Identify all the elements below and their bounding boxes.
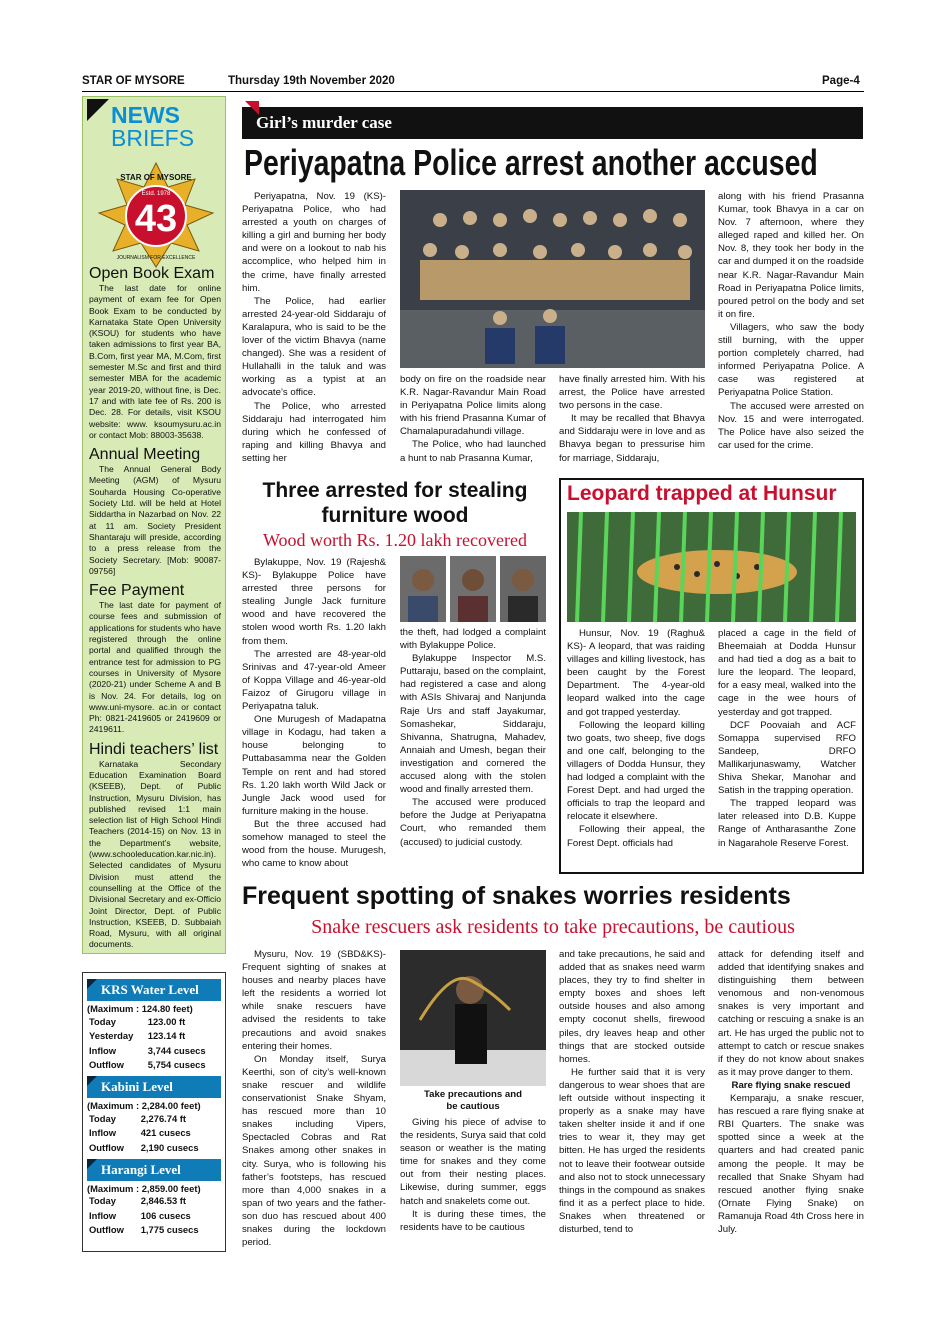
story2-headline-line2: furniture wood <box>321 504 469 527</box>
paragraph: He further said that it is very dangerous to wear shoes that are left outside without inspecting it properly as a snake may have taken shelter inside it and if one tries to wear it, they may get bitten. He has urged the residents not to leave their footwear outside and also not to stock unnecessary things in the compound as snakes find it as a perfect place to hide. Snakes when threatened or disturbed, tend to <box>559 1066 705 1235</box>
kicker-bar <box>242 107 863 139</box>
paragraph: Villagers, who saw the body still burning, with the upper portion completely charred, had informed Periyapatna Police. A case was registered at Periyapatna Police Station. <box>718 321 864 399</box>
paragraph: have finally arrested him. With his arrest, the Police have arrested two persons in the case. <box>559 374 705 412</box>
paragraph: It may be recalled that Bhavya and Siddaraju were in love and as Bhavya began to pressurise him for marriage, Siddaraju, <box>559 413 705 464</box>
brief-title: Open Book Exam <box>89 265 215 282</box>
brief-title: Fee Payment <box>89 582 185 600</box>
paragraph: body on fire on the roadside near K.R. Nagar-Ravandur Main Road in Periyapatna Police limits along with his friend Prasanna Kumar of Chamalapuradahundi village. <box>400 374 546 438</box>
paragraph: One Murugesh of Madapatna village in Kodagu, had taken a house belonging to Puttabasamma near the Golden Temple on rent and had stored Rs. 1.20 lakh worth Wild Jack or Jungle Jack wood used for furniture making in the house. <box>242 714 386 817</box>
brief-item <box>89 446 221 577</box>
story2-col1 <box>242 556 386 876</box>
krs-value: 3,744 cusecs <box>147 1044 206 1056</box>
paragraph: It is during these times, the residents have to be cautious <box>400 1208 546 1233</box>
krs-value: 5,754 cusecs <box>147 1059 206 1071</box>
krs-max: (Maximum : 124.80 feet) <box>87 1003 193 1014</box>
harangi-band: Harangi Level <box>87 1159 221 1181</box>
story4-headline: Frequent spotting of snakes worries residents <box>242 882 791 910</box>
story3-col1 <box>567 627 705 869</box>
news-label: NEWS <box>111 102 180 128</box>
harangi-label: Outflow <box>89 1224 124 1236</box>
harangi-value: 2,846.53 ft <box>140 1195 187 1207</box>
story4-col1 <box>242 948 386 1258</box>
paragraph: The arrested are 48-year-old Srinivas and 47-year-old Ameer of Koppa Village and 46-year-old Faizoz of Girugoru village in Periyapatna taluk. <box>242 648 386 713</box>
snake-rescuer-photo <box>400 950 546 1086</box>
briefs-label: BRIEFS <box>111 125 195 151</box>
paragraph: Periyapatna, Nov. 19 (KS)- Periyapatna Police, who had arrested a youth on charges of killing a girl and burning her body and were on a lookout to nab his accomplice, who helped him in the crime, have finally arrested him. <box>242 191 386 294</box>
story2-headline <box>242 478 548 528</box>
krs-value: 123.14 ft <box>147 1030 186 1042</box>
masthead-date: Thursday 19th November 2020 <box>228 75 395 87</box>
brief-body: The last date for online payment of exam fee for Open Book Exam to be conducted by Karnataka State Open University (KSOU) for students who have taken admissions to first year BA, B.Com, first year MA, M.Com, first semester M.Sc and first and third semester MBA for the academic year 2019-20, without fine, is Dec. 17 and with late fee of Rs. 200 is Dec. 28. For details, visit KSOU website: www. ksoumysuru.ac.in or contact Mob: 88003-35638. <box>89 283 221 440</box>
news-briefs-panel <box>82 96 226 954</box>
paragraph: attack for defending itself and added that identifying snakes and distinguishing them between venomous and non-venomous snakes is very important and catching or rescuing a snake is an art. He has urged the public not to attempt to catch or rescue snakes if they do not know about snakes as it may prove danger to them. <box>718 949 864 1078</box>
paragraph: Giving his piece of advise to the residents, Surya said that cold season or weather is the mating time for snakes and they come out from their nesting places. Likewise, during summer, eggs hatch and snakelets come out. <box>400 1117 546 1207</box>
paragraph: On Monday itself, Surya Keerthi, son of city’s well-known snake rescuer and wildlife conservationist Snake Shyam, has rescued more than 10 snakes including Vipers, Spectacled Cobras and Rat Snakes among other snakes in city. Surya, who is following his father’s footsteps, has rescued more than 4,000 snakes in a span of two years and the father-son duo has rescued about 400 snakes during the lockdown period. <box>242 1053 386 1249</box>
logo-title: STAR OF MYSORE <box>120 173 192 182</box>
paragraph: along with his friend Prasanna Kumar, took Bhavya in a car on Nov. 7 afternoon, where they alleged raped and killed her. On Nov. 8, they took her body in the car and dumped it on the roadside near K.R. Nagar-Ravandur Main Road in Periyapatna Police limits, poured petrol on the body and set it on fire. <box>718 191 864 320</box>
krs-band: KRS Water Level <box>87 979 221 1001</box>
harangi-label: Inflow <box>89 1209 117 1221</box>
corner-mark <box>87 99 109 121</box>
paragraph: the theft, had lodged a complaint with Bylakuppe Police. <box>400 627 546 652</box>
brief-body: Karnataka Secondary Education Examination Board (KSEEB), Dept. of Public Instruction, Mysuru Division, has published revised 1:1 main selection list of High School Hindi Teachers (2014-15) on Nov. 13 in the Department’s website, (www.schooleducation.kar.nic.in). Selected candidates of Mysuru Division must attend the counselling at the Office of the Divisional Secretary and ex-Officio Joint Director, Dept. of Public Instruction, KSEEB, D. Subbaiah Road, Mysuru, with all original documents. <box>89 758 221 950</box>
paragraph: Following their appeal, the Forest Dept. officials had <box>567 824 705 849</box>
story4-col2 <box>400 1116 546 1258</box>
paragraph: Bylakuppe Inspector M.S. Puttaraju, based on the complaint, had registered a case and along with ASIs Shivaraj and Nanjunda Raje Urs and staff Jayakumar, Somashekar, Siddaraju, Shivanna, Shatrugna, Mahadev, Annaiah and Umesh, began their investigation and cornered the accused along with the stolen wood and finally arrested them. <box>400 653 546 796</box>
krs-label: Today <box>89 1015 116 1027</box>
paragraph: DCF Poovaiah and ACF Somappa supervised RFO Sandeep, DRFO Mallikarjunaswamy, Watcher Shiva Shekar, Manohar and Satish in the trapping operation. <box>718 719 856 797</box>
brief-body: The last date for payment of course fees and submission of applications for students who have registered through the online portal and qualified through the entrance test for admission to PG courses in University of Mysore (2020-21) under Scheme A and B is Nov. 24. For details, log on www.uni-mysore. ac.in or contact Ph: 0821-2419605 or 2419609 or 2419611. <box>89 600 221 735</box>
masthead-rule <box>82 91 864 92</box>
paragraph: Kemparaju, a snake rescuer, has rescued a rare flying snake at RBI Quarters. The snake was spotted since a week at the quarters and had created panic among the people. It may be recalled that Snake Shyam had rescued another flying snake (Ornate Flying Snake) on Ramanuja Road 4th Cross here in July. <box>718 1093 864 1235</box>
harangi-value: 106 cusecs <box>140 1209 191 1221</box>
paragraph: Following the leopard killing two goats, two sheep, five dogs and one calf, belonging to the villagers of Dodda Hunsur, they had lodged a complaint with the Forest Dept. and had urged the officials to trap the leopard and relocate it elsewhere. <box>567 719 705 823</box>
krs-label: Inflow <box>89 1044 117 1056</box>
harangi-label: Today <box>89 1195 116 1207</box>
paragraph: But the three accused had somehow managed to steel the wood from the house. Murugesh, who came to know about <box>242 818 386 870</box>
story4-col4 <box>718 948 864 1258</box>
kabini-max: (Maximum : 2,284.00 feet) <box>87 1100 201 1111</box>
caption-line2: be cautious <box>446 1101 500 1112</box>
logo-estd: Estd. 1978 <box>141 191 171 197</box>
paragraph: The trapped leopard was later released into D.B. Kuppe Range of Antharasanthe Zone in Nagarahole Reserve Forest. <box>718 798 856 849</box>
paragraph: and take precautions, he said and added that as snakes need warm places, they try to find shelter in empty boxes and shoes left outside houses and also among empty coconut shells, firewood piles, dry leaves heap and other things that are stocked outside homes. <box>559 949 705 1065</box>
paragraph: The accused were produced before the Judge at Periyapatna Court, who remanded them (accused) to judicial custody. <box>400 797 546 848</box>
kabini-band: Kabini Level <box>87 1076 221 1098</box>
story2-col2 <box>400 626 546 876</box>
kabini-label: Inflow <box>89 1127 117 1139</box>
accused-mugshots <box>400 556 546 622</box>
paragraph: The Police, had earlier arrested 24-year-old Siddaraju of Karalapura, who is said to be the lover of the victim Bhavya (name changed). She was a resident of Hullahalli in the taluk and was working as a typist at an advocate’s office. <box>242 295 386 399</box>
story4-subhead: Snake rescuers ask residents to take precautions, be cautious <box>311 916 795 938</box>
snake-photo-caption <box>400 1089 546 1113</box>
story2-headline-line1: Three arrested for stealing <box>262 479 528 502</box>
brief-item <box>89 582 221 736</box>
krs-value: 123.00 ft <box>147 1015 186 1027</box>
kabini-value: 421 cusecs <box>140 1127 191 1139</box>
paragraph: The Police, who arrested Siddaraju had interrogated him during which he confessed of raping and killing Bhavya and setting her <box>242 400 386 464</box>
police-group-photo <box>400 190 705 368</box>
logo-tagline: JOURNALISM FOR EXCELLENCE <box>116 255 196 261</box>
kabini-table <box>87 1111 221 1155</box>
logo-number: 43 <box>134 198 178 240</box>
paragraph: Hunsur, Nov. 19 (Raghu& KS)- A leopard, that was raiding villages and killing livestock, has been caught by the Forest Department. The 4-year-old leopard walked into the cage and got trapped yesterday. <box>567 628 705 718</box>
paragraph: The accused were arrested on Nov. 15 and were interrogated. The Police have also seized the car used for the crime. <box>718 400 864 451</box>
paragraph: The Police, who had launched a hunt to nab Prasanna Kumar, <box>400 439 546 464</box>
brief-item <box>89 265 221 441</box>
brief-title: Hindi teachers’ list <box>89 740 219 758</box>
brief-body: The Annual General Body Meeting (AGM) of Mysuru Souharda Housing Co-operative Society Ltd. will be held at Hotel Siddartha in Nazarbad on Nov. 22 at 11 am. Society President Shantaraju will preside, according to a press release from the Society Secretary. [Mob: 90087-09756] <box>89 464 221 576</box>
brief-item <box>89 741 221 951</box>
leopard-cage-photo <box>567 512 856 622</box>
story1-headline: Periyapatna Police arrest another accused <box>244 142 818 183</box>
story4-col3 <box>559 948 705 1258</box>
kabini-value: 2,190 cusecs <box>140 1141 199 1153</box>
story3-headline: Leopard trapped at Hunsur <box>567 482 837 505</box>
brief-title: Annual Meeting <box>89 446 201 464</box>
story1-col1 <box>242 190 386 474</box>
harangi-value: 1,775 cusecs <box>140 1224 199 1236</box>
story1-col3 <box>559 373 705 473</box>
story3-col2 <box>718 627 856 869</box>
krs-table <box>87 1014 221 1072</box>
masthead-page: Page-4 <box>822 75 860 87</box>
paragraph: Mysuru, Nov. 19 (SBD&KS)- Frequent sighting of snakes at houses and nearby places have left the residents a worried lot while snake rescuers have advised the residents to take precautions and avoid snakes entering their homes. <box>242 949 386 1052</box>
masthead-paper: STAR OF MYSORE <box>82 75 185 87</box>
kabini-label: Outflow <box>89 1141 124 1153</box>
harangi-table <box>87 1194 221 1238</box>
kicker-text: Girl’s murder case <box>256 113 392 132</box>
story2-subhead: Wood worth Rs. 1.20 lakh recovered <box>263 530 527 550</box>
krs-label: Outflow <box>89 1059 124 1071</box>
paragraph: placed a cage in the field of Bheemaiah at Dodda Hunsur and had tied a dog as a bait to lure the leopard. The leopard, for a easy meal, walked into the cage in the wee hours of yesterday and got trapped. <box>718 628 856 718</box>
krs-label: Yesterday <box>89 1030 134 1042</box>
harangi-max: (Maximum : 2,859.00 feet) <box>87 1182 201 1194</box>
story1-col4 <box>718 190 864 474</box>
water-levels-panel <box>82 972 226 1252</box>
story1-col2 <box>400 373 546 473</box>
briefs-list <box>89 265 221 951</box>
kabini-label: Today <box>89 1112 116 1124</box>
paragraph: Bylakuppe, Nov. 19 (Rajesh& KS)- Bylakuppe Police have arrested three persons for stealing Jungle Jack furniture wood and have recovered the stolen wood worth Rs. 1.20 lakh from them. <box>242 557 386 647</box>
kabini-value: 2,276.74 ft <box>140 1112 187 1124</box>
story4-col4-subhead: Rare flying snake rescued <box>731 1079 851 1091</box>
caption-line1: Take precautions and <box>424 1089 522 1100</box>
star-of-mysore-logo <box>91 161 221 271</box>
